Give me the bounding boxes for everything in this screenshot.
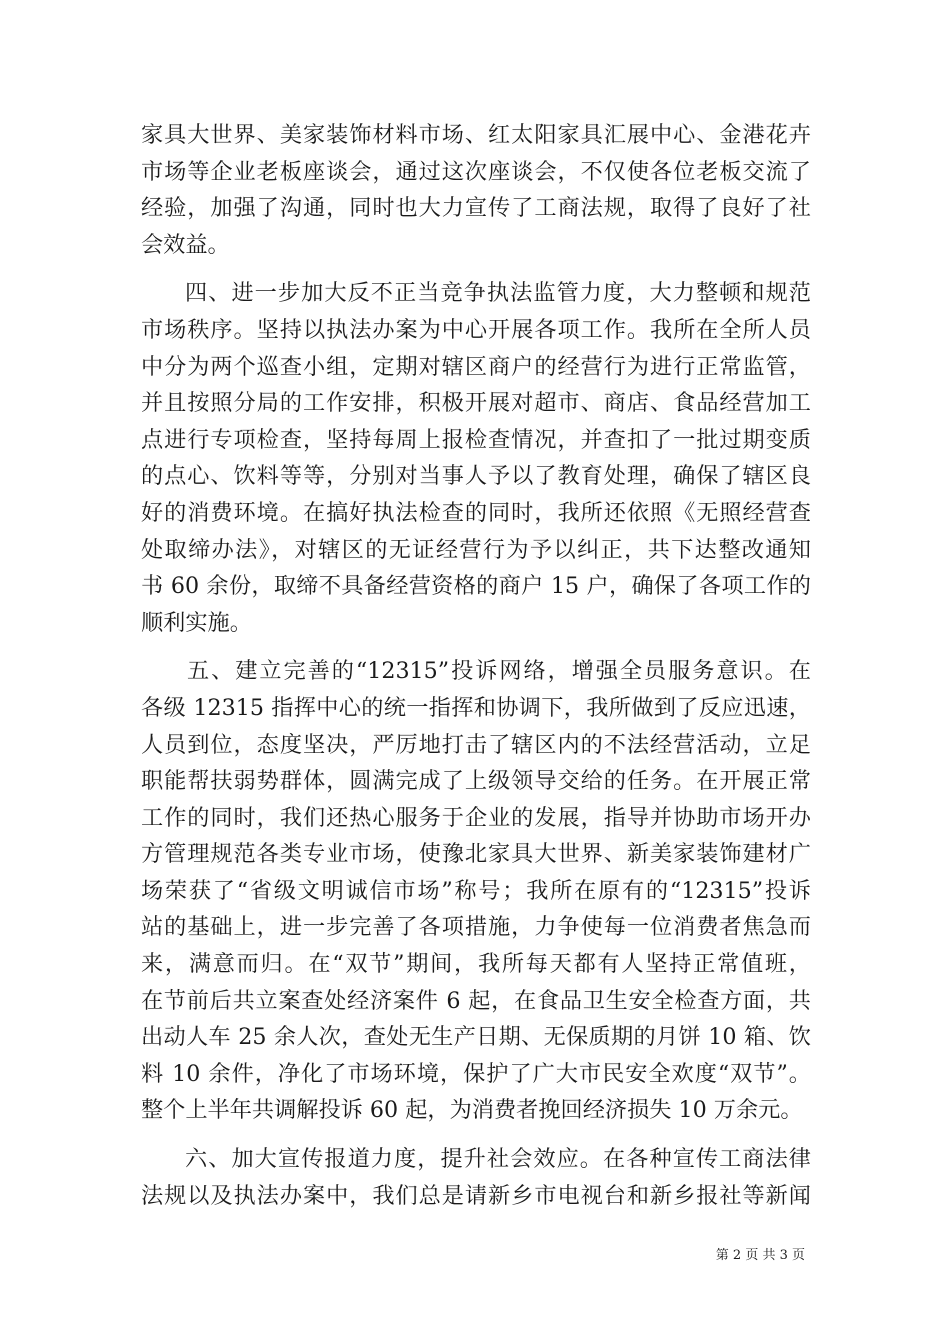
text-line: 场荣获了“省级文明诚信市场”称号；我所在原有的“12315”投诉 — [141, 877, 811, 904]
paragraph-2 — [141, 275, 811, 641]
text-line: 并且按照分局的工作安排，积极开展对超市、商店、食品经营加工 — [141, 390, 811, 417]
text-line: 料 10 余件，净化了市场环境，保护了广大市民安全欢度“双节”。 — [141, 1060, 811, 1087]
text-line: 点进行专项检查，坚持每周上报检查情况，并查扣了一批过期变质 — [141, 426, 811, 453]
text-line: 处取缔办法》，对辖区的无证经营行为予以纠正，共下达整改通知 — [141, 536, 811, 563]
text-line: 人员到位，态度坚决，严厉地打击了辖区内的不法经营活动，立足 — [141, 731, 811, 758]
text-line: 职能帮扶弱势群体，圆满完成了上级领导交给的任务。在开展正常 — [141, 768, 811, 795]
text-line: 市场等企业老板座谈会，通过这次座谈会，不仅使各位老板交流了 — [141, 158, 811, 185]
text-line: 在节前后共立案查处经济案件 6 起，在食品卫生安全检查方面，共 — [141, 987, 811, 1014]
document-body — [141, 117, 811, 1214]
text-line: 书 60 余份，取缔不具备经营资格的商户 15 户，确保了各项工作的 — [141, 573, 811, 600]
text-line: 市场秩序。坚持以执法办案为中心开展各项工作。我所在全所人员 — [141, 316, 811, 343]
paragraph-3 — [141, 653, 811, 1129]
text-line: 家具大世界、美家装饰材料市场、红太阳家具汇展中心、金港花卉 — [141, 122, 811, 148]
paragraph-4 — [141, 1141, 811, 1214]
text-line: 出动人车 25 余人次，查处无生产日期、无保质期的月饼 10 箱、饮 — [141, 1024, 811, 1051]
text-line: 来，满意而归。在“双节”期间，我所每天都有人坚持正常值班， — [141, 951, 811, 978]
text-line: 站的基础上，进一步完善了各项措施，力争使每一位消费者焦急而 — [141, 914, 811, 941]
text-line: 会效益。 — [141, 231, 230, 258]
paragraph-gap — [141, 263, 811, 275]
text-line: 法规以及执法办案中，我们总是请新乡市电视台和新乡报社等新闻 — [141, 1182, 811, 1209]
text-line: 各级 12315 指挥中心的统一指挥和协调下，我所做到了反应迅速， — [141, 694, 811, 721]
text-line: 整个上半年共调解投诉 60 起，为消费者挽回经济损失 10 万余元。 — [141, 1097, 803, 1124]
text-line: 四、进一步加大反不正当竞争执法监管力度，大力整顿和规范 — [185, 280, 811, 307]
paragraph-gap — [141, 641, 811, 653]
text-line: 的点心、饮料等等，分别对当事人予以了教育处理，确保了辖区良 — [141, 463, 811, 490]
text-line: 方管理规范各类专业市场，使豫北家具大世界、新美家装饰建材广 — [141, 841, 811, 868]
text-line: 经验，加强了沟通，同时也大力宣传了工商法规，取得了良好了社 — [141, 195, 811, 222]
text-line: 六、加大宣传报道力度，提升社会效应。在各种宣传工商法律 — [185, 1146, 811, 1173]
page-number: 第 2 页 共 3 页 — [715, 1248, 805, 1263]
text-line: 工作的同时，我们还热心服务于企业的发展，指导并协助市场开办 — [141, 804, 811, 831]
paragraph-1 — [141, 117, 811, 263]
text-line: 中分为两个巡查小组，定期对辖区商户的经营行为进行正常监管， — [141, 353, 811, 380]
text-line: 五、建立完善的“12315”投诉网络，增强全员服务意识。在 — [187, 658, 811, 685]
text-line: 顺利实施。 — [141, 609, 252, 636]
text-line: 好的消费环境。在搞好执法检查的同时，我所还依照《无照经营查 — [141, 499, 811, 526]
paragraph-gap — [141, 1129, 811, 1141]
